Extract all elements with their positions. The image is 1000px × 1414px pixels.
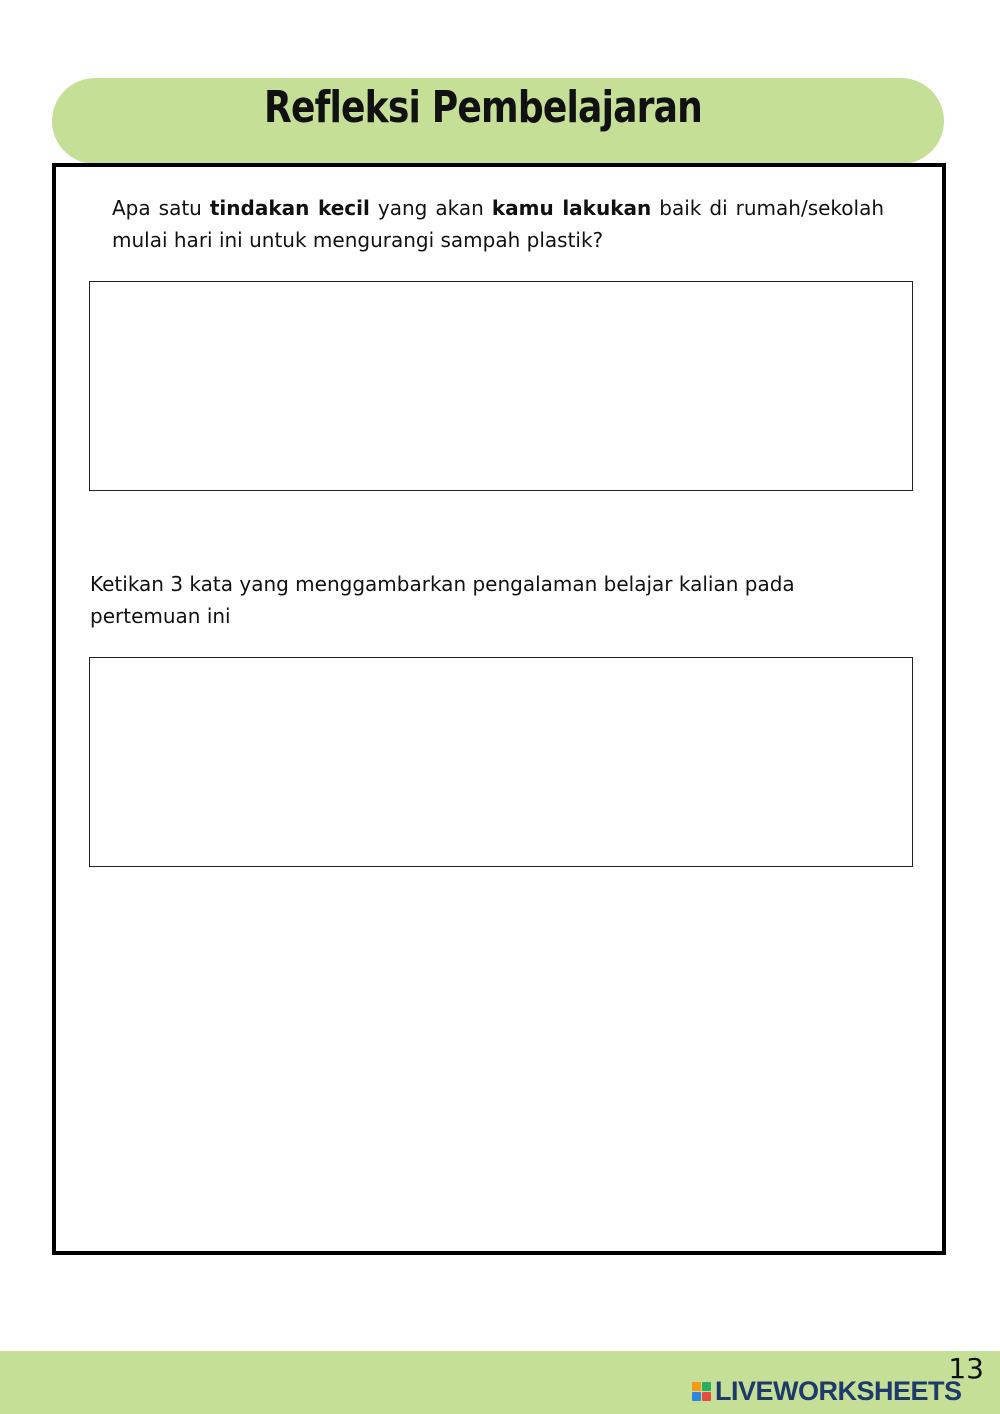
liveworksheets-logo-text: LIVEWORKSHEETS	[715, 1376, 962, 1406]
question-2-text: Ketikan 3 kata yang menggambarkan pengalaman belajar kalian pada pertemuan ini	[90, 572, 795, 628]
logo-square-2	[702, 1382, 711, 1391]
question-1-part-3: baik di rumah/sekolah mulai hari ini untuk mengurangi sampah plastik?	[112, 196, 885, 252]
question-1-text	[112, 192, 884, 256]
answer-box-2[interactable]	[89, 657, 913, 867]
page-number: 13	[948, 1352, 984, 1385]
question-1-emphasis-2: kamu lakukan	[491, 196, 652, 220]
logo-square-1	[692, 1382, 701, 1391]
question-1-part-2: yang akan	[369, 196, 492, 220]
logo-square-3	[692, 1392, 701, 1401]
liveworksheets-logo-icon	[692, 1382, 711, 1401]
logo-square-4	[702, 1392, 711, 1401]
page-title: Refleksi Pembelajaran	[263, 82, 703, 133]
question-1-part-1: Apa satu	[112, 196, 210, 220]
question-1-emphasis-1: tindakan kecil	[209, 196, 370, 220]
answer-box-1[interactable]	[89, 281, 913, 491]
liveworksheets-logo	[692, 1376, 962, 1406]
